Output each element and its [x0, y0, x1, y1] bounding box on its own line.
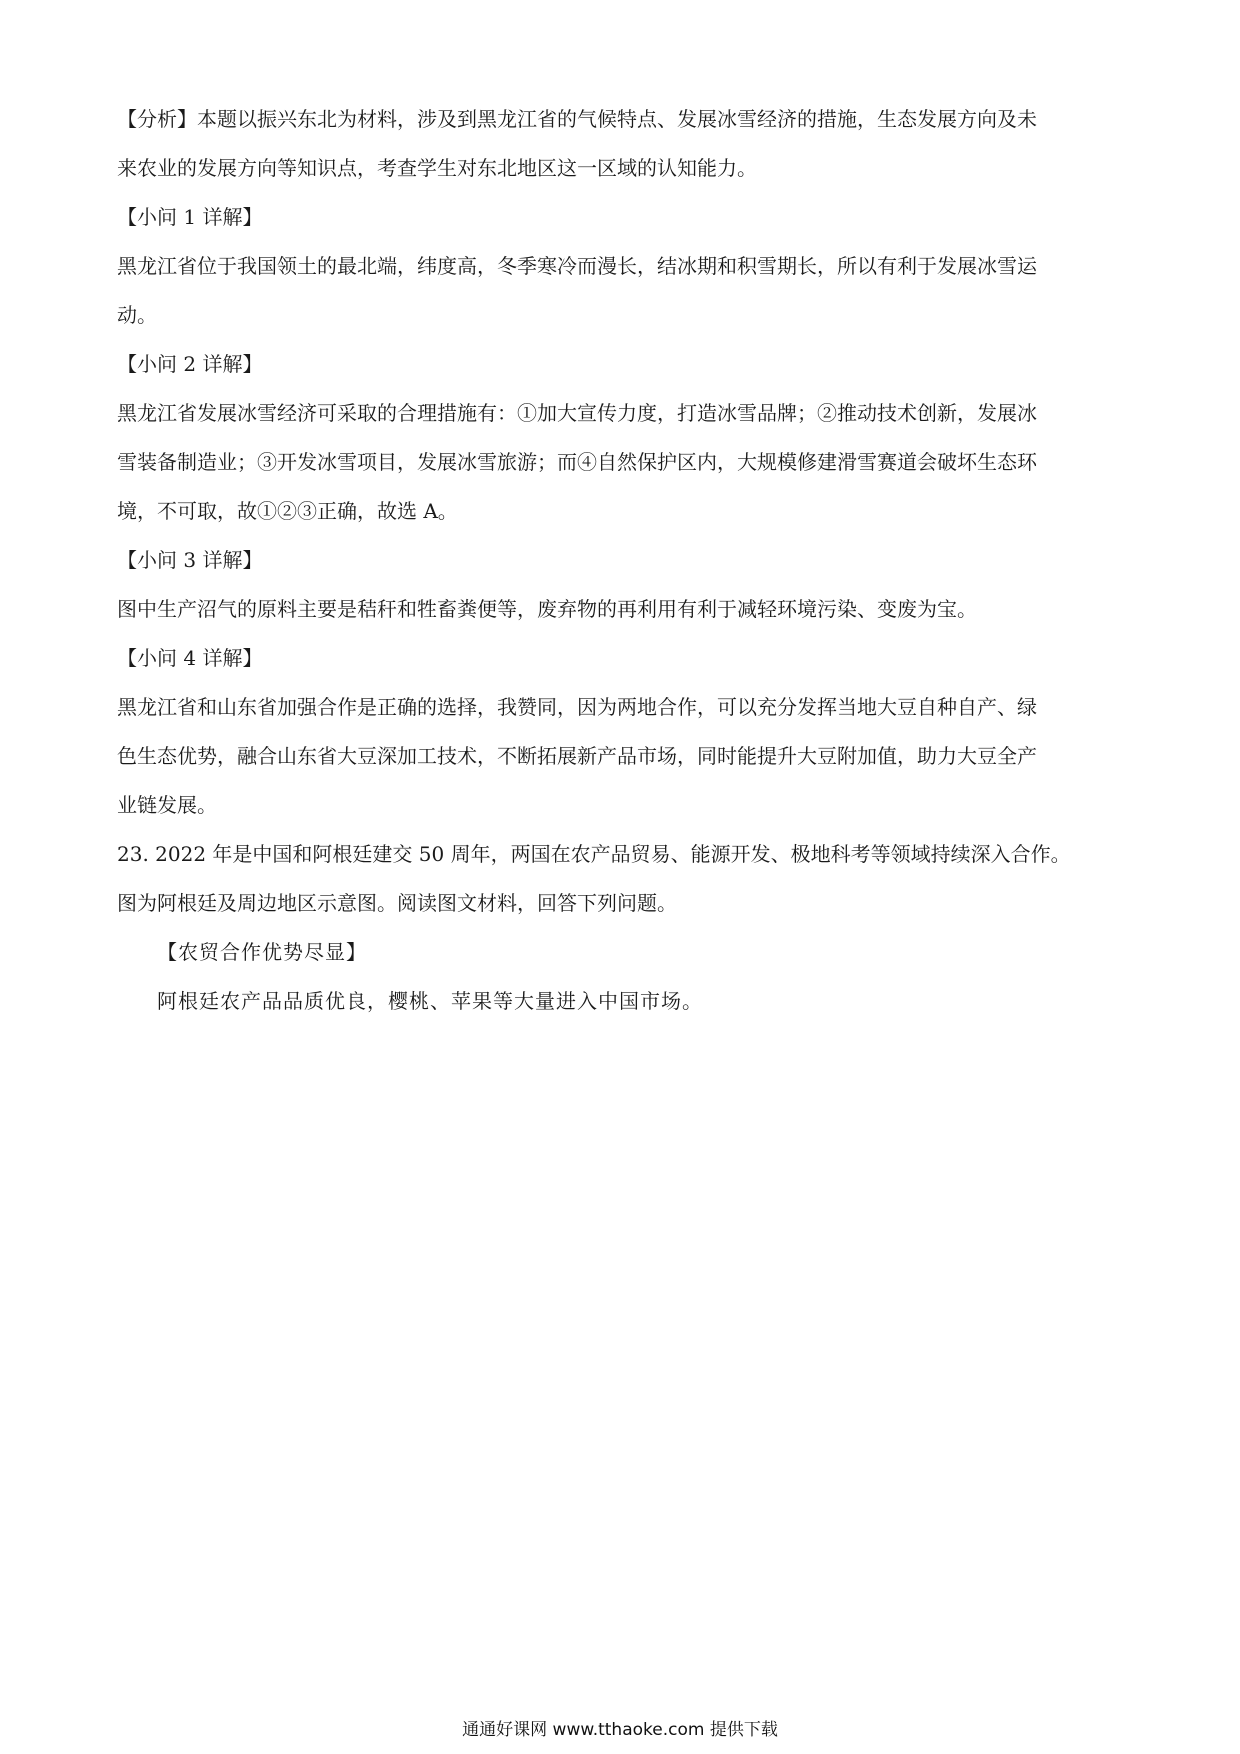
q3-answer [117, 594, 1127, 624]
q1-line: 黑龙江省位于我国领土的最北端，纬度高，冬季寒冷而漫长，结冰期和积雪期长，所以有利于发展冰雪运 [117, 254, 1037, 278]
question-23-line: 图为阿根廷及周边地区示意图。阅读图文材料，回答下列问题。 [117, 891, 677, 915]
q4-heading: 【小问 4 详解】 [117, 646, 263, 670]
q2-line: 境，不可取，故①②③正确，故选 A。 [117, 499, 458, 523]
q3-heading: 【小问 3 详解】 [117, 548, 263, 572]
q2-answer [117, 398, 1127, 526]
analysis-line: 来农业的发展方向等知识点，考查学生对东北地区这一区域的认知能力。 [117, 156, 757, 180]
q4-line: 色生态优势，融合山东省大豆深加工技术，不断拓展新产品市场，同时能提升大豆附加值，助力大豆全产 [117, 744, 1037, 768]
q2-line: 黑龙江省发展冰雪经济可采取的合理措施有：①加大宣传力度，打造冰雪品牌；②推动技术创新，发展冰 [117, 401, 1037, 425]
q2-line: 雪装备制造业；③开发冰雪项目，发展冰雪旅游；而④自然保护区内，大规模修建滑雪赛道会破坏生态环 [117, 450, 1037, 474]
q1-heading: 【小问 1 详解】 [117, 205, 263, 229]
question-23-line: 23. 2022 年是中国和阿根廷建交 50 周年，两国在农产品贸易、能源开发、极地科考等领域持续深入合作。 [117, 842, 1071, 866]
q2-heading: 【小问 2 详解】 [117, 352, 263, 376]
q4-line: 黑龙江省和山东省加强合作是正确的选择，我赞同，因为两地合作，可以充分发挥当地大豆自种自产、绿 [117, 695, 1037, 719]
document-page [117, 104, 1127, 1016]
q3-line: 图中生产沼气的原料主要是秸秆和牲畜粪便等，废弃物的再利用有利于减轻环境污染、变废为宝。 [117, 597, 977, 621]
page-footer: 通通好课网 www.tthaoke.com 提供下载 [462, 1720, 778, 1740]
q1-line: 动。 [117, 303, 157, 327]
material-text: 阿根廷农产品品质优良，樱桃、苹果等大量进入中国市场。 [157, 989, 703, 1013]
q1-answer [117, 251, 1127, 330]
material-heading: 【农贸合作优势尽显】 [157, 940, 367, 964]
analysis-paragraph [117, 104, 1127, 183]
question-23 [117, 839, 1127, 918]
q4-answer [117, 692, 1127, 820]
q4-line: 业链发展。 [117, 793, 217, 817]
analysis-line: 【分析】本题以振兴东北为材料，涉及到黑龙江省的气候特点、发展冰雪经济的措施，生态发展方向及未 [117, 107, 1037, 131]
